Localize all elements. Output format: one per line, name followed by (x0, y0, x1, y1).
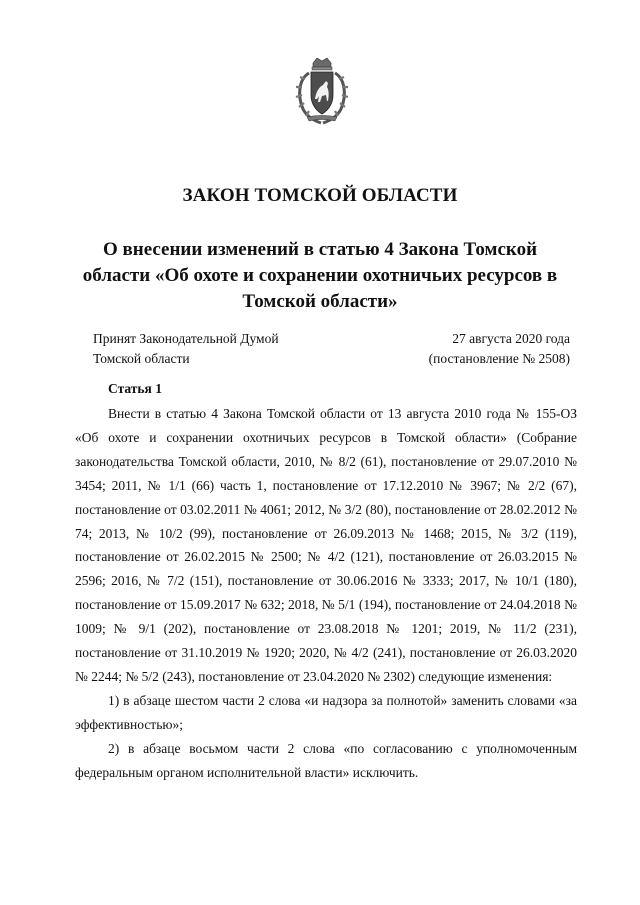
article-paragraph: 2) в абзаце восьмом части 2 слова «по согласованию с уполномоченным федеральным органом исполнительной власти» исключить. (75, 740, 577, 780)
article-heading: Статья 1 (108, 381, 162, 396)
resolution-number: (постановление № 2508) (428, 351, 570, 366)
tomsk-region-coat-of-arms-icon (293, 57, 351, 125)
adopted-by-line-1: Принят Законодательной Думой (93, 331, 279, 346)
adoption-date-block (429, 329, 570, 369)
adopted-by-block (93, 329, 279, 369)
article-paragraph: Внести в статью 4 Закона Томской области от 13 августа 2010 года № 155-ОЗ «Об охоте и сохранении охотничьих ресурсов в Томской области» (Собрание законодательства Томской области, 2010, № 8/2 (61), постановление от 29.07.2010 № 3454; 2011, № 1/1 (66) часть 1, постановление от 17.12.2010 № 3967; № 2/2 (67), постановление от 03.02.2011 № 4061; 2012, № 3/2 (80), постановление от 28.02.2012 № 74; 2013, № 10/2 (99), постановление от 26.09.2013 № 1468; 2015, № 3/2 (119), постановление от 26.02.2015 № 2500; № 4/2 (121), постановление от 26.03.2015 № 2596; 2016, № 7/2 (151), постановление от 30.06.2016 № 3333; 2017, № 10/1 (180), постановление от 15.09.2017 № 632; 2018, № 5/1 (194), постановление от 24.04.2018 № 1009; № 9/1 (202), постановление от 23.08.2018 № 1201; 2019, № 11/2 (231), постановление от 31.10.2019 № 1920; 2020, № 4/2 (241), постановление от 26.03.2020 № 2244; № 5/2 (243), постановление от 23.04.2020 № 2302) следующие изменения: (75, 406, 577, 684)
adoption-date: 27 августа 2020 года (452, 331, 570, 346)
law-subtitle: О внесении изменений в статью 4 Закона Томской области «Об охоте и сохранении охотничьих ресурсов в Томской области» (82, 239, 558, 312)
adopted-by-line-2: Томской области (93, 351, 190, 366)
law-title: ЗАКОН ТОМСКОЙ ОБЛАСТИ (182, 185, 458, 206)
article-body (75, 402, 577, 785)
article-paragraph: 1) в абзаце шестом части 2 слова «и надзора за полнотой» заменить словами «за эффективностью»; (75, 692, 577, 732)
